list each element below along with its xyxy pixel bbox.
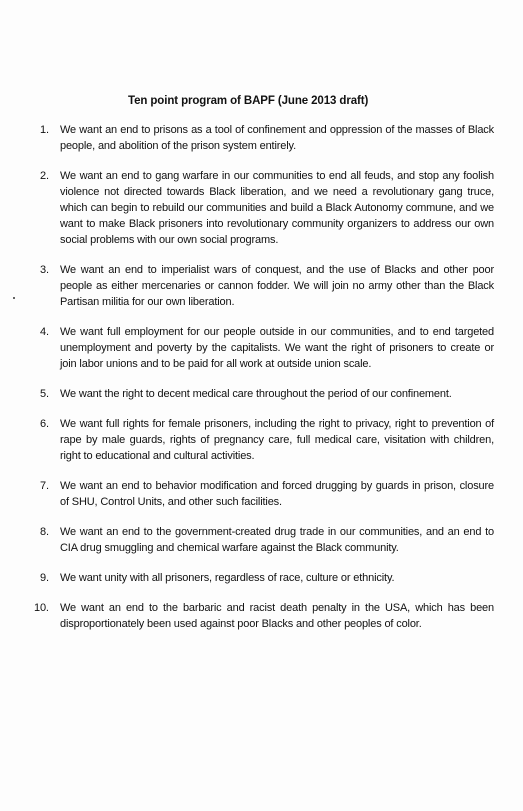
point-number: 6.: [40, 418, 49, 430]
program-point-3: [24, 262, 494, 310]
program-point-4: [24, 324, 494, 372]
program-point-5: [24, 386, 494, 402]
program-point-1: [24, 122, 494, 154]
point-number: 3.: [40, 264, 49, 276]
point-text: We want an end to behavior modification and forced drugging by guards in prison, closure of SHU, Control Units, and other such facilities.: [60, 480, 494, 508]
point-text: We want an end to the barbaric and racist death penalty in the USA, which has been disproportionately been used against poor Blacks and other peoples of color.: [60, 602, 494, 630]
point-text: We want the right to decent medical care throughout the period of our confinement.: [60, 388, 452, 400]
point-number: 2.: [40, 170, 49, 182]
point-text: We want an end to gang warfare in our communities to end all feuds, and stop any foolish violence not directed towards Black liberation, and we need a revolutionary gang truce, which can begin to rebuild our communities and build a Black Autonomy commune, and we want to make Black prisoners into revolutionary community organizers to address our own social problems with our own social programs.: [60, 170, 494, 246]
point-number: 4.: [40, 326, 49, 338]
program-point-6: [24, 416, 494, 464]
point-text: We want full rights for female prisoners, including the right to privacy, right to prevention of rape by male guards, rights of pregnancy care, full medical care, visitation with children, right to educational and cultural activities.: [60, 418, 494, 462]
point-number: 1.: [40, 124, 49, 136]
point-number: 5.: [40, 388, 49, 400]
document-title: Ten point program of BAPF (June 2013 draft): [128, 95, 369, 107]
program-point-2: [24, 168, 494, 248]
point-text: We want an end to imperialist wars of conquest, and the use of Blacks and other poor people as either mercenaries or cannon fodder. We will join no army other than the Black Partisan militia for our own liberation.: [60, 264, 494, 308]
point-text: We want an end to prisons as a tool of confinement and oppression of the masses of Black people, and abolition of the prison system entirely.: [60, 124, 494, 152]
point-number: 8.: [40, 526, 49, 538]
point-text: We want unity with all prisoners, regardless of race, culture or ethnicity.: [60, 572, 395, 584]
point-number: 9.: [40, 572, 49, 584]
point-text: We want an end to the government-created drug trade in our communities, and an end to CIA drug smuggling and chemical warfare against the Black community.: [60, 526, 494, 554]
program-point-list: [24, 122, 494, 646]
point-number: 7.: [40, 480, 49, 492]
point-number: 10.: [34, 602, 49, 614]
scan-speck: [13, 297, 15, 299]
point-text: We want full employment for our people outside in our communities, and to end targeted unemployment and poverty by the capitalists. We want the right of prisoners to create or join labor unions and to be paid for all work at outside union scale.: [60, 326, 494, 370]
program-point-10: [24, 600, 494, 632]
program-point-9: [24, 570, 494, 586]
program-point-8: [24, 524, 494, 556]
program-point-7: [24, 478, 494, 510]
